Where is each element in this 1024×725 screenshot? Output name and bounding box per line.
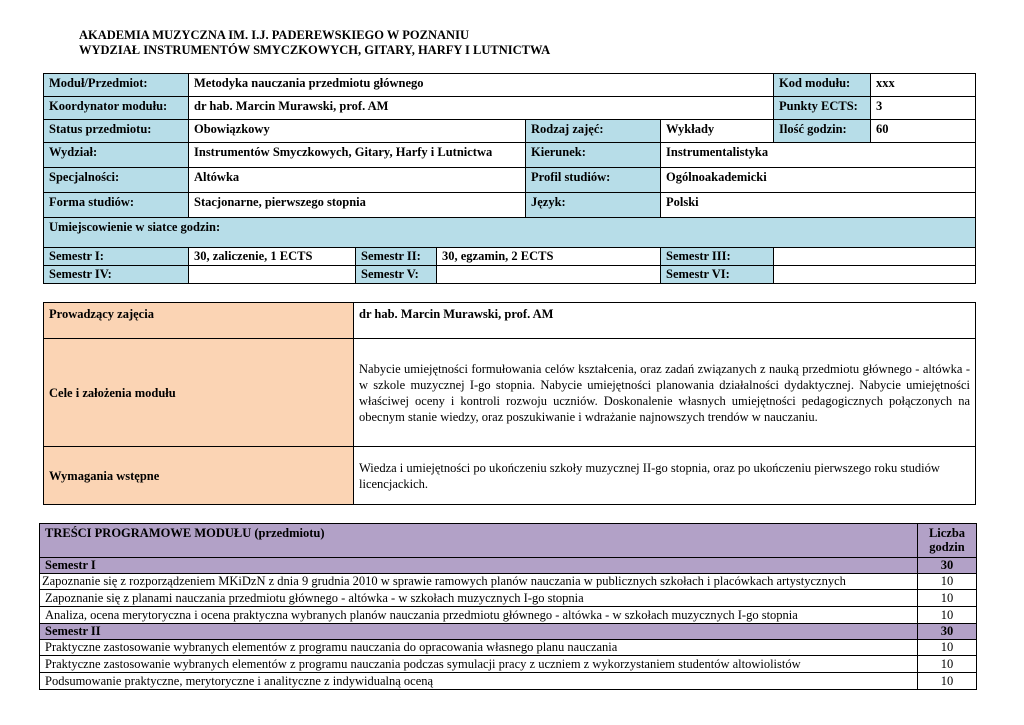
header-line-1: AKADEMIA MUZYCZNA IM. I.J. PADEREWSKIEGO W POZNANIU	[79, 28, 469, 42]
wydzial-value: Instrumentów Smyczkowych, Gitary, Harfy i Lutnictwa	[189, 143, 526, 168]
sem5-label: Semestr V:	[356, 266, 437, 284]
hours-cell: 10	[918, 673, 977, 690]
sem2-total: 30	[918, 624, 977, 640]
table-row: Podsumowanie praktyczne, merytoryczne i analityczne z indywidualną oceną	[40, 673, 918, 690]
hours-cell: 10	[918, 640, 977, 656]
jezyk-label: Język:	[526, 193, 661, 218]
specjalnosc-value: Altówka	[189, 168, 526, 193]
hours-cell: 10	[918, 656, 977, 673]
prowadzacy-label: Prowadzący zajęcia	[44, 303, 354, 339]
sem3-label: Semestr III:	[661, 248, 774, 266]
sem6-label: Semestr VI:	[661, 266, 774, 284]
sem1-label: Semestr I:	[44, 248, 189, 266]
table-row: Analiza, ocena merytoryczna i ocena praktyczna wybranych planów nauczania przedmiotu głównego - altówka - w szkołach muzycznych I-go stopnia	[40, 607, 918, 624]
table-row: Praktyczne zastosowanie wybranych elementów z programu nauczania podczas symulacji pracy z uczniem z wykorzystaniem studentów altowiolistów	[40, 656, 918, 673]
kierunek-label: Kierunek:	[526, 143, 661, 168]
cele-label: Cele i założenia modułu	[44, 339, 354, 447]
sem2-label: Semestr II:	[356, 248, 437, 266]
rodzaj-value: Wykłady	[661, 120, 774, 143]
modul-label: Moduł/Przedmiot:	[44, 74, 189, 97]
sem1-title: Semestr I	[40, 558, 918, 574]
sem4-value	[189, 266, 356, 284]
header-line-2: WYDZIAŁ INSTRUMENTÓW SMYCZKOWYCH, GITARY, HARFY I LUTNICTWA	[79, 43, 551, 57]
status-label: Status przedmiotu:	[44, 120, 189, 143]
details-table	[43, 302, 976, 505]
status-value: Obowiązkowy	[189, 120, 526, 143]
umiejscowienie-label: Umiejscowienie w siatce godzin:	[44, 218, 976, 248]
table-row: Zapoznanie się z rozporządzeniem MKiDzN z dnia 9 grudnia 2010 w sprawie ramowych planów nauczania w publicznych szkołach i placówkach artystycznych	[40, 574, 918, 590]
ects-label: Punkty ECTS:	[774, 97, 871, 120]
program-table	[39, 523, 977, 690]
hours-cell: 10	[918, 574, 977, 590]
sem2-title: Semestr II	[40, 624, 918, 640]
kierunek-value: Instrumentalistyka	[661, 143, 976, 168]
sem2-value: 30, egzamin, 2 ECTS	[437, 248, 661, 266]
rodzaj-label: Rodzaj zajęć:	[526, 120, 661, 143]
sem3-value	[774, 248, 976, 266]
table-row: Praktyczne zastosowanie wybranych elementów z programu nauczania do opracowania własnego planu nauczania	[40, 640, 918, 656]
table-row: Zapoznanie się z planami nauczania przedmiotu głównego - altówka - w szkołach muzycznych I-go stopnia	[40, 590, 918, 607]
cele-value: Nabycie umiejętności formułowania celów kształcenia, oraz zadań związanych z nauką przedmiotu głównego - altówka - w szkole muzycznej I-go stopnia. Nabycie umiejętności planowania działalności dydaktycznej. Nabycie umiejętności właściwej oceny i kontroli rozwoju uczniów. Doskonalenie własnych umiejętności pedagogicznych połączonych na obecnym stanie wiedzy, oraz poszukiwanie i wdrażanie najnowszych trendów w nauczaniu.	[354, 339, 976, 447]
kod-label: Kod modułu:	[774, 74, 871, 97]
ects-value: 3	[871, 97, 976, 120]
profil-value: Ogólnoakademicki	[661, 168, 976, 193]
forma-label: Forma studiów:	[44, 193, 189, 218]
sem4-label: Semestr IV:	[44, 266, 189, 284]
forma-value: Stacjonarne, pierwszego stopnia	[189, 193, 526, 218]
profil-label: Profil studiów:	[526, 168, 661, 193]
hours-cell: 10	[918, 607, 977, 624]
program-title: TREŚCI PROGRAMOWE MODUŁU (przedmiotu)	[40, 524, 918, 558]
sem5-value	[437, 266, 661, 284]
modul-value: Metodyka nauczania przedmiotu głównego	[189, 74, 774, 97]
wymagania-value: Wiedza i umiejętności po ukończeniu szkoły muzycznej II-go stopnia, oraz po ukończeniu pierwszego roku studiów licencjackich.	[354, 447, 976, 505]
module-info-table	[43, 73, 976, 284]
prowadzacy-value: dr hab. Marcin Murawski, prof. AM	[354, 303, 976, 339]
wydzial-label: Wydział:	[44, 143, 189, 168]
hours-cell: 10	[918, 590, 977, 607]
specjalnosc-label: Specjalności:	[44, 168, 189, 193]
wymagania-label: Wymagania wstępne	[44, 447, 354, 505]
sem1-total: 30	[918, 558, 977, 574]
godzin-label: Ilość godzin:	[774, 120, 871, 143]
sem1-value: 30, zaliczenie, 1 ECTS	[189, 248, 356, 266]
jezyk-value: Polski	[661, 193, 976, 218]
sem6-value	[774, 266, 976, 284]
godzin-value: 60	[871, 120, 976, 143]
koordynator-value: dr hab. Marcin Murawski, prof. AM	[189, 97, 774, 120]
kod-value: xxx	[871, 74, 976, 97]
liczba-godzin-label: Liczba godzin	[918, 524, 977, 558]
koordynator-label: Koordynator modułu:	[44, 97, 189, 120]
